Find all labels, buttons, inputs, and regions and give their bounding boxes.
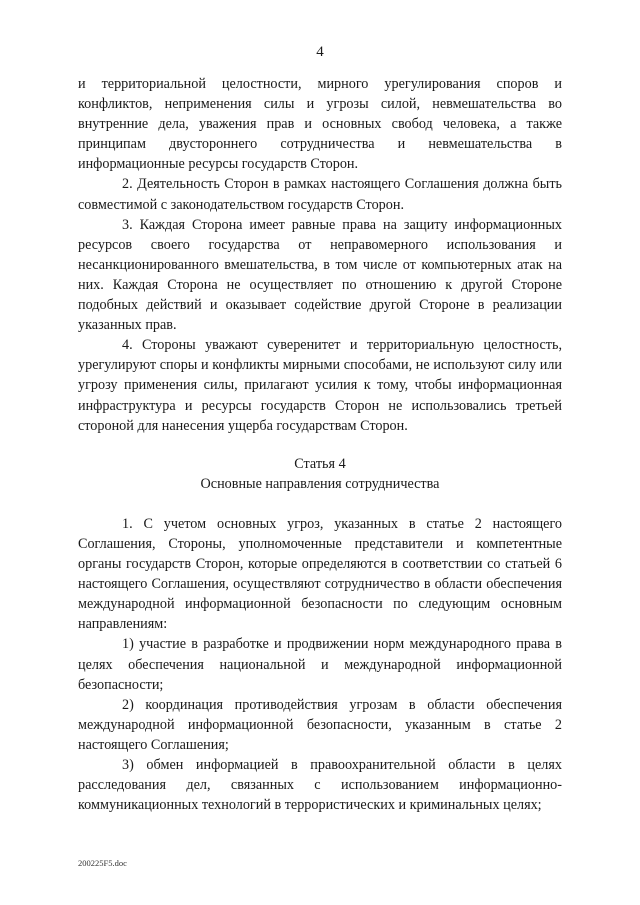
article-title: Основные направления сотрудничества [200, 475, 440, 492]
paragraph-article4-item-1: 1. С учетом основных угроз, указанных в статье 2 настоящего Соглашения, Стороны, уполномоченные представители и компетентные органы государств Сторон, которые определяются в соответствии со статьей 6 настоящего Соглашения, осуществляют сотрудничество в области обеспечения международной информационной безопасности по следующим основным направлениям: [78, 515, 562, 633]
list-item-1: 1) участие в разработке и продвижении норм международного права в целях обеспечения национальной и международной информационной безопасности; [78, 636, 562, 693]
document-body [78, 74, 562, 815]
list-item-2: 2) координация противодействия угрозам в области обеспечения международной информационной безопасности, указанным в статье 2 настоящего Соглашения; [78, 696, 562, 753]
paragraph-item-3: 3. Каждая Сторона имеет равные права на защиту информационных ресурсов своего государства от неправомерного использования и несанкционированного вмешательства, в том числе от компьютерных атак на них. Каждая Сторона не осуществляет по отношению к другой Стороне подобных действий и оказывает содействие другой Стороне в реализации указанных прав. [78, 216, 562, 334]
article-number: Статья 4 [294, 455, 346, 472]
spacer [78, 494, 562, 514]
paragraph-item-2: 2. Деятельность Сторон в рамках настоящего Соглашения должна быть совместимой с законодательством государств Сторон. [78, 176, 562, 213]
document-filename: 200225F5.doc [78, 858, 127, 868]
paragraph-continuation: и территориальной целостности, мирного урегулирования споров и конфликтов, неприменения силы и угрозы силой, невмешательства во внутренние дела, уважения прав и основных свобод человека, а также принципам двустороннего сотрудничества и невмешательства в информационные ресурсы государств Сторон. [78, 76, 562, 173]
spacer [78, 436, 562, 454]
page-number: 4 [316, 44, 324, 60]
list-item-3: 3) обмен информацией в правоохранительной области в целях расследования дел, связанных с использованием информационно-коммуникационных технологий в террористических и криминальных целях; [78, 757, 562, 814]
paragraph-item-4: 4. Стороны уважают суверенитет и территориальную целостность, урегулируют споры и конфликты мирными способами, не используют силу или угрозу применения силы, прилагают усилия к тому, чтобы информационная инфраструктура и ресурсы государств Сторон не использовались третьей стороной для нанесения ущерба государствам Сторон. [78, 337, 562, 434]
